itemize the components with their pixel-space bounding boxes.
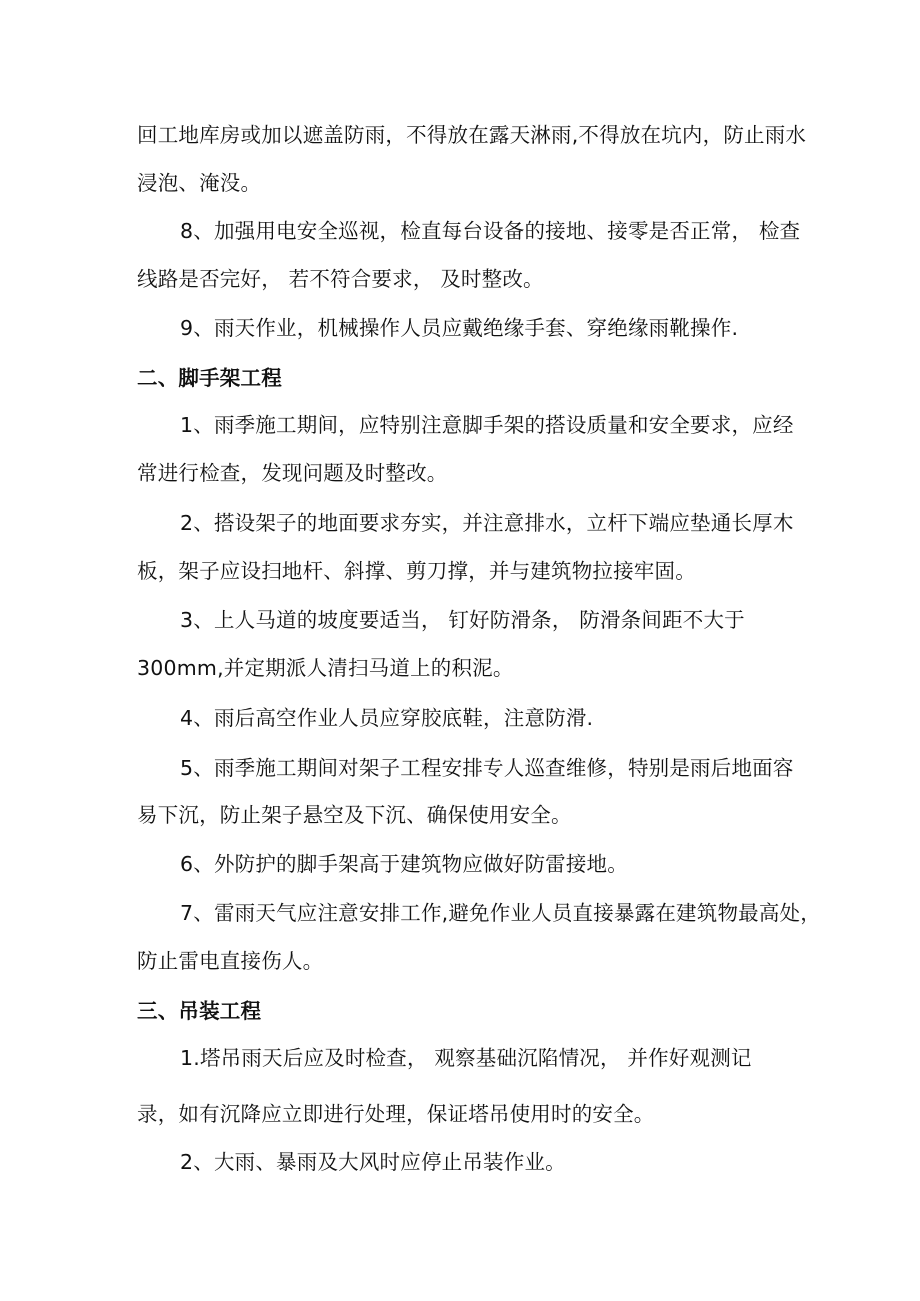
paragraph-item-9: 9、雨天作业，机械操作人员应戴绝缘手套、穿绝缘雨靴操作. <box>180 316 739 340</box>
paragraph-item-5: 5、雨季施工期间对架子工程安排专人巡查维修，特别是雨后地面容 <box>180 756 794 780</box>
text-line: 常进行检查，发现问题及时整改。 <box>137 461 448 485</box>
paragraph-item-1: 1、雨季施工期间，应特别注意脚手架的搭设质量和安全要求，应经 <box>180 413 794 437</box>
text-line: 板，架子应设扫地杆、斜撑、剪刀撑，并与建筑物拉接牢固。 <box>137 559 696 583</box>
text-line: 回工地库房或加以遮盖防雨，不得放在露天淋雨,不得放在坑内，防止雨水 <box>137 123 807 147</box>
section-heading-lifting: 三、吊装工程 <box>137 999 262 1023</box>
paragraph-item-8: 8、加强用电安全巡视，检直每台设备的接地、接零是否正常， 检查 <box>180 219 801 243</box>
text-line: 线路是否完好， 若不符合要求， 及时整改。 <box>137 267 544 291</box>
paragraph-item-1-lifting: 1.塔吊雨天后应及时检查， 观察基础沉陷情况， 并作好观测记 <box>180 1046 752 1070</box>
text-line: 易下沉，防止架子悬空及下沉、确保使用安全。 <box>137 803 572 827</box>
text-line: 录，如有沉降应立即进行处理，保证塔吊使用时的安全。 <box>137 1102 655 1126</box>
text-line: 防止雷电直接伤人。 <box>137 949 324 973</box>
paragraph-item-4: 4、雨后高空作业人员应穿胶底鞋，注意防滑. <box>180 706 594 730</box>
paragraph-item-6: 6、外防护的脚手架高于建筑物应做好防雷接地。 <box>180 852 628 876</box>
paragraph-item-3: 3、上人马道的坡度要适当， 钉好防滑条， 防滑条间距不大于 <box>180 608 745 632</box>
paragraph-item-2-lifting: 2、大雨、暴雨及大风时应停止吊装作业。 <box>180 1150 566 1174</box>
text-line: 浸泡、淹没。 <box>137 171 262 195</box>
text-line: 300mm,并定期派人清扫马道上的积泥。 <box>137 656 514 680</box>
section-heading-scaffolding: 二、脚手架工程 <box>137 366 282 390</box>
paragraph-item-7: 7、雷雨天气应注意安排工作,避免作业人员直接暴露在建筑物最高处， <box>180 901 821 925</box>
paragraph-item-2: 2、搭设架子的地面要求夯实，并注意排水，立杆下端应垫通长厚木 <box>180 511 794 535</box>
